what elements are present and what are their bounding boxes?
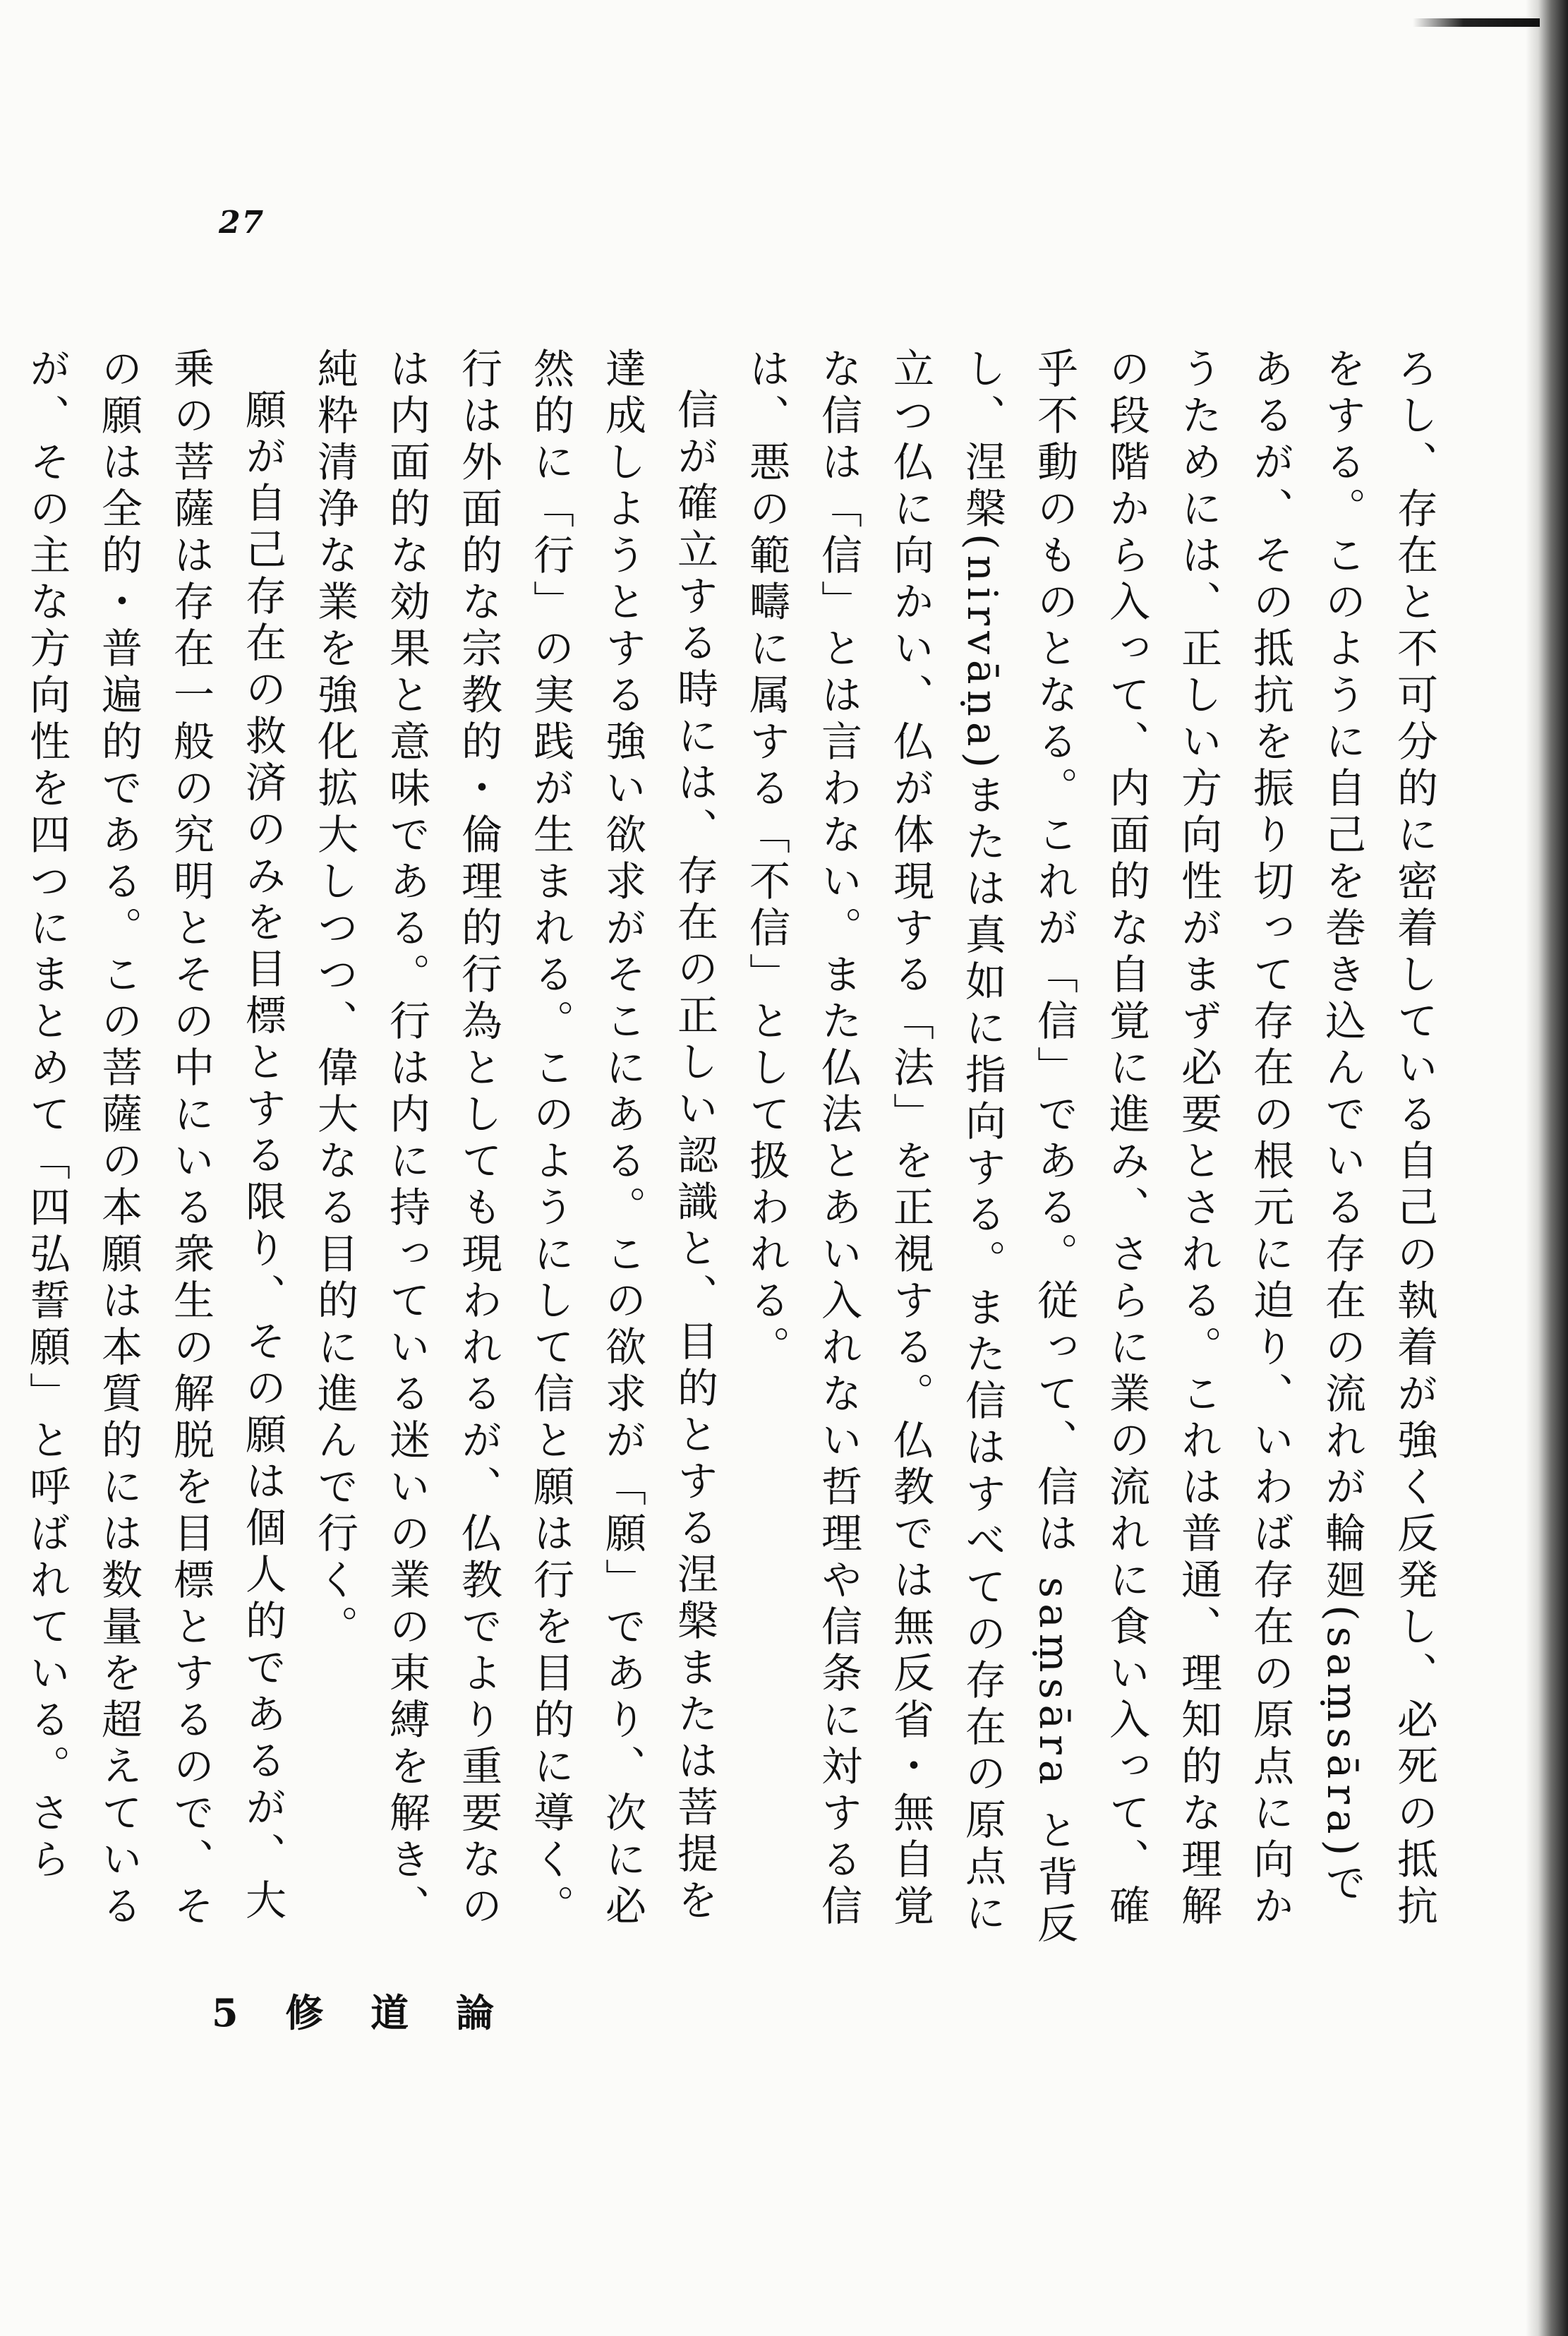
paragraph-1: ろし、存在と不可分的に密着している自己の執着が強く反発し、必死の抵抗をする。このように自己を巻き込んでいる存在の流れが輪廻(saṃsāra)であるが、その抵抗を振り切って存在の根元に迫り、いわば存在の原点に向かうためには、正しい方向性がまず必要とされる。これは普通、理知的な理解の段階から入って、内面的な自覚に進み、さらに業の流れに食い入って、確乎不動のものとなる。これが「信」である。従って、信は saṃsāra と背反し、涅槃(nirvāṇa)または真如に指向する。また信はすべての存在の原点に立つ仏に向かい、仏が体現する「法」を正視する。仏教では無反省・無自覚な信は「信」とは言わない。また仏法とあい入れない哲理や信条に対する信は、悪の範疇に属する「不信」として扱われる。 (742, 347, 1438, 1949)
body-text (23, 347, 1450, 1949)
section-label: 5 修 道 論 (212, 1990, 511, 2035)
binding-top-shadow (1413, 18, 1540, 27)
paragraph-2: 信が確立する時には、存在の正しい認識と、目的とする涅槃または菩提を達成しようとする強い欲求がそこにある。この欲求が「願」であり、次に必然的に「行」の実践が生まれる。このようにして信と願は行を目的に導く。行は外面的な宗教的・倫理的行為としても現われるが、仏教でより重要なのは内面的な効果と意味である。行は内に持っている迷いの業の束縛を解き、純粋清浄な業を強化拡大しつつ、偉大なる目的に進んで行く。 (310, 347, 718, 1931)
binding-edge-shadow (1526, 0, 1568, 2336)
page-number: 27 (219, 205, 265, 241)
paragraph-3: 願が自己存在の救済のみを目標とする限り、その願は個人的であるが、大乗の菩薩は存在一般の究明とその中にいる衆生の解脱を目標とするので、その願は全的・普遍的である。この菩薩の本願は本質的には数量を超えているが、その主な方向性を四つにまとめて「四弘誓願」と呼ばれている。さら (23, 347, 287, 1931)
